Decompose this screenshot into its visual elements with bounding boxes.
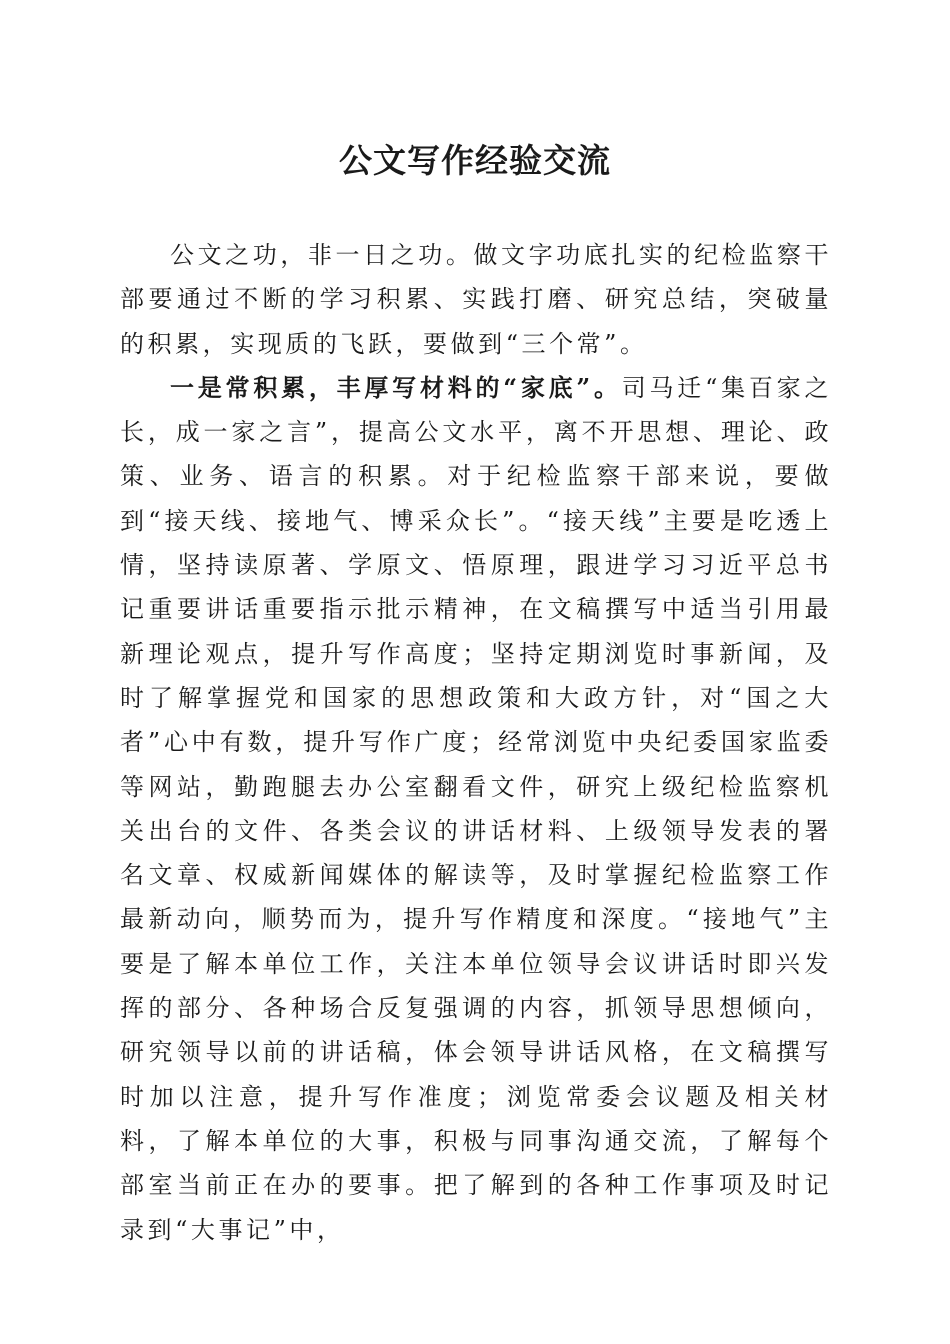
document-title: 公文写作经验交流 [339,141,611,180]
paragraph-point-one [120,366,832,1252]
paragraph-intro [120,233,832,366]
paragraph-text: 公文之功，非一日之功。做文字功底扎实的纪检监察干部要通过不断的学习积累、实践打磨、研究总结，突破量的积累，实现质的飞跃，要做到“三个常”。 [120,241,832,358]
paragraph-text: 司马迁“集百家之长，成一家之言”，提高公文水平，离不开思想、理论、政策、业务、语言的积累。对于纪检监察干部来说，要做到“接天线、接地气、博采众长”。“接天线”主要是吃透上情，坚持读原著、学原文、悟原理，跟进学习习近平总书记重要讲话重要指示批示精神，在文稿撰写中适当引用最新理论观点，提升写作高度；坚持定期浏览时事新闻，及时了解掌握党和国家的思想政策和大政方针，对“国之大者”心中有数，提升写作广度；经常浏览中央纪委国家监委等网站，勤跑腿去办公室翻看文件，研究上级纪检监察机关出台的文件、各类会议的讲话材料、上级领导发表的署名文章、权威新闻媒体的解读等，及时掌握纪检监察工作最新动向，顺势而为，提升写作精度和深度。“接地气”主要是了解本单位工作，关注本单位领导会议讲话时即兴发挥的部分、各种场合反复强调的内容，抓领导思想倾向，研究领导以前的讲话稿，体会领导讲话风格，在文稿撰写时加以注意，提升写作准度；浏览常委会议题及相关材料，了解本单位的大事，积极与同事沟通交流，了解每个部室当前正在办的要事。把了解到的各种工作事项及时记录到“大事记”中， [120,373,832,1244]
document-body [120,233,832,1252]
paragraph-lead-heading: 一是常积累，丰厚写材料的“家底”。 [170,372,622,402]
